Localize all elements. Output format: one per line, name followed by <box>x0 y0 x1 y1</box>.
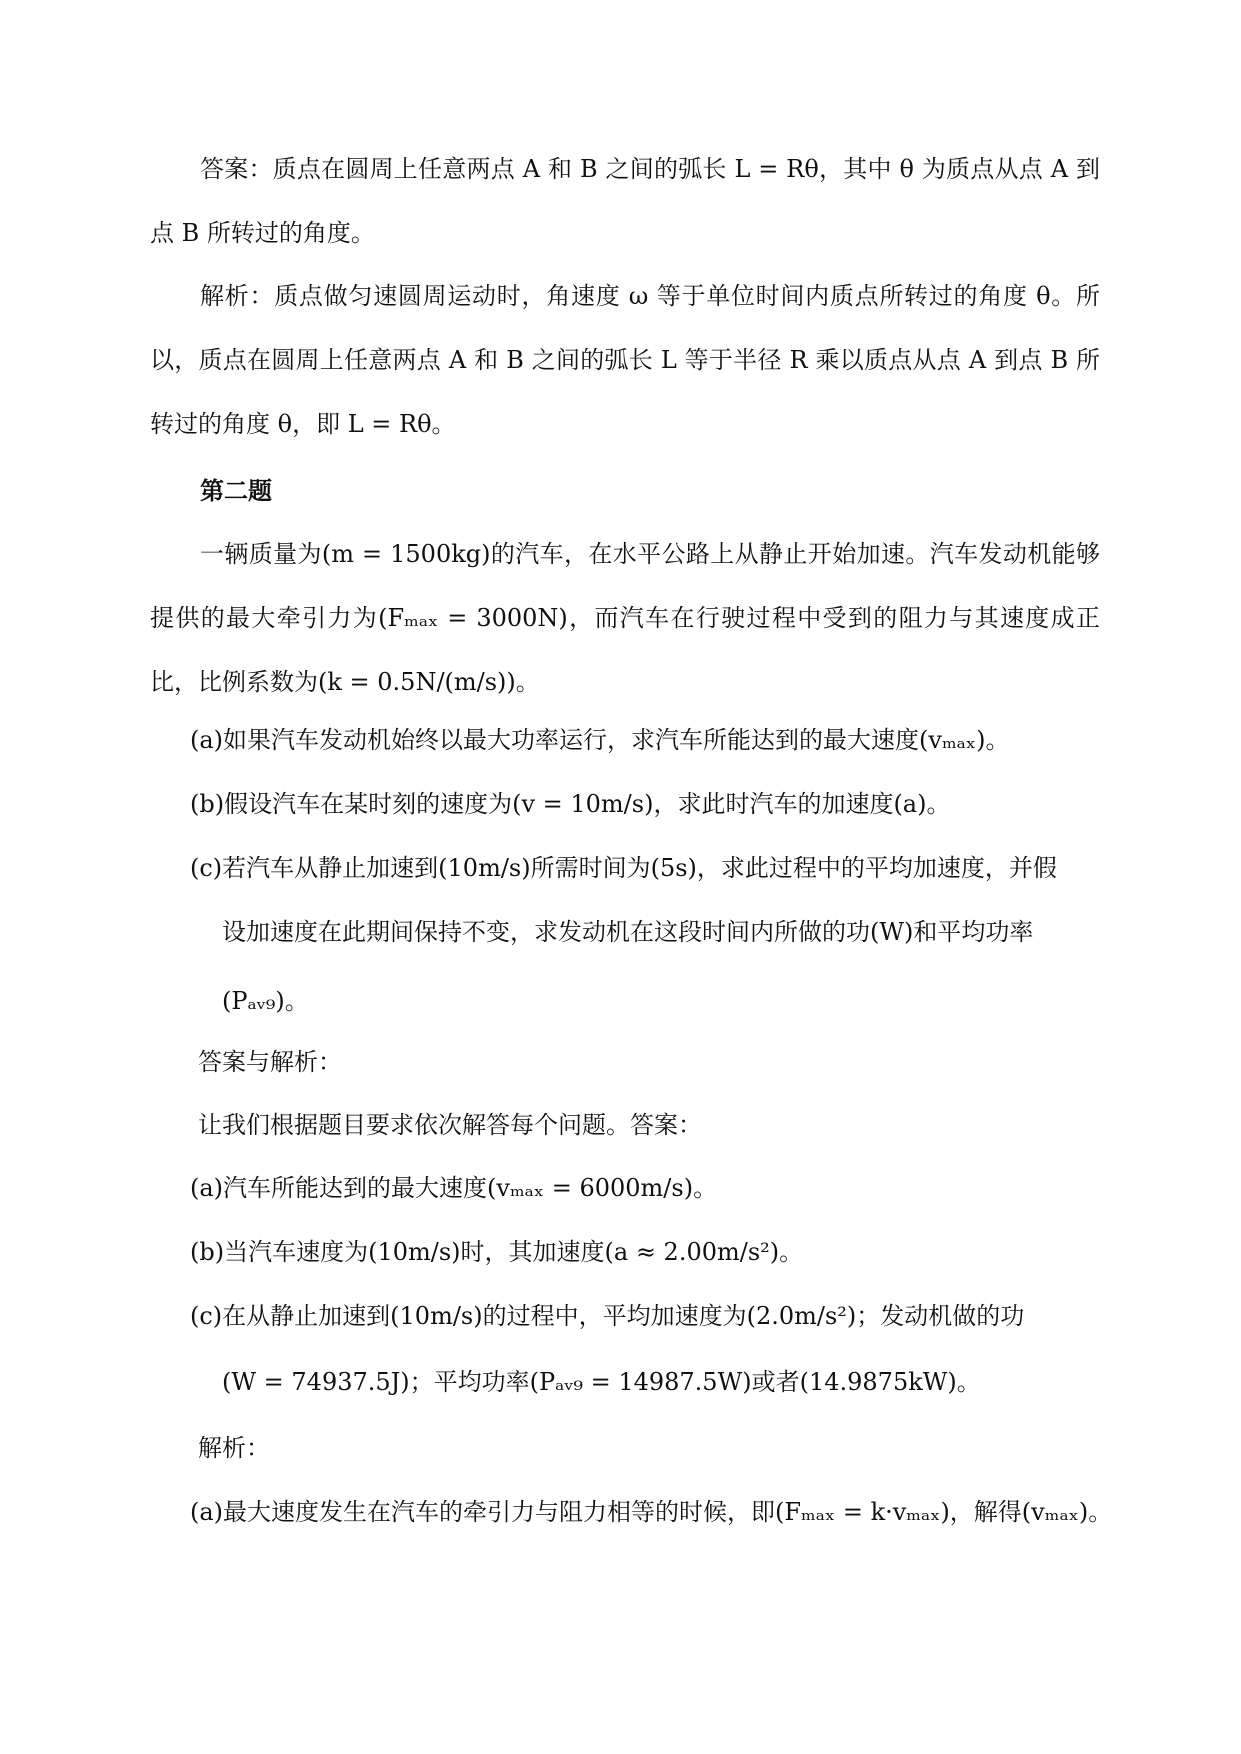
analysis-a: (a)最大速度发生在汽车的牵引力与阻力相等的时候，即(Fₘₐₓ = k·vₘₐₓ)，解得(vₘₐₓ)。 <box>190 1498 1113 1526</box>
answer-c-line-1: (c)在从静止加速到(10m/s)的过程中，平均加速度为(2.0m/s²)；发动机做的功 <box>190 1302 1025 1330</box>
answer-a: (a)汽车所能达到的最大速度(vₘₐₓ = 6000m/s)。 <box>190 1174 718 1202</box>
question-c-line-1: (c)若汽车从静止加速到(10m/s)所需时间为(5s)，求此过程中的平均加速度，并假 <box>190 854 1057 882</box>
answer-b: (b)当汽车速度为(10m/s)时，其加速度(a ≈ 2.00m/s²)。 <box>190 1238 804 1266</box>
answer-heading: 答案与解析： <box>198 1048 342 1076</box>
answer-intro: 让我们根据题目要求依次解答每个问题。答案： <box>198 1111 702 1139</box>
paragraph-answer-1: 答案：质点在圆周上任意两点 A 和 B 之间的弧长 L = Rθ，其中 θ 为质点从点 A 到点 B 所转过的角度。 <box>150 155 1100 247</box>
analysis-heading: 解析： <box>198 1434 270 1462</box>
section-heading: 第二题 <box>200 476 272 505</box>
problem-statement: 一辆质量为(m = 1500kg)的汽车，在水平公路上从静止开始加速。汽车发动机能够提供的最大牵引力为(Fₘₐₓ = 3000N)，而汽车在行驶过程中受到的阻力与其速度成正比，比例系数为(k = 0.5N/(m/s))。 <box>150 540 1100 696</box>
question-a: (a)如果汽车发动机始终以最大功率运行，求汽车所能达到的最大速度(vₘₐₓ)。 <box>190 726 1010 754</box>
question-b: (b)假设汽车在某时刻的速度为(v = 10m/s)，求此时汽车的加速度(a)。 <box>190 790 951 818</box>
paragraph-analysis-1: 解析：质点做匀速圆周运动时，角速度 ω 等于单位时间内质点所转过的角度 θ。所以，质点在圆周上任意两点 A 和 B 之间的弧长 L 等于半径 R 乘以质点从点 A 到点 B 所转过的角度 θ，即 L = Rθ。 <box>150 282 1100 438</box>
answer-c-line-2: (W = 74937.5J)；平均功率(Pₐᵥ₉ = 14987.5W)或者(14.9875kW)。 <box>222 1368 981 1396</box>
question-c-line-2: 设加速度在此期间保持不变，求发动机在这段时间内所做的功(W)和平均功率 <box>222 918 1034 946</box>
question-c-line-3: (Pₐᵥ₉)。 <box>222 987 309 1015</box>
